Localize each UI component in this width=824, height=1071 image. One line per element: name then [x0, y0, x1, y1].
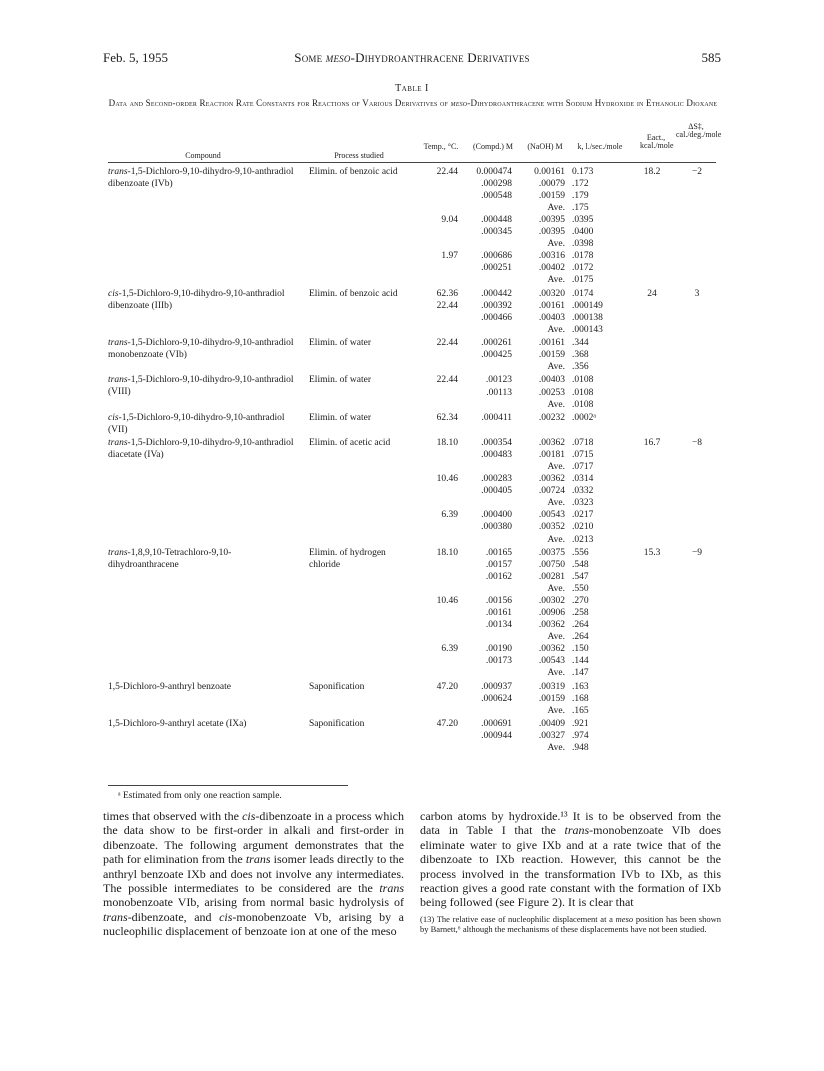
temperature-cell: 6.39 — [441, 644, 458, 655]
rate-constant-cell: .0002ᵃ — [572, 412, 596, 423]
compound-concentration-cell: .00113 — [486, 387, 512, 398]
temperature-cell: 62.34 — [436, 412, 458, 423]
rate-constant-cell: .0217 — [572, 510, 594, 521]
table-caption: Data and Second-order Reaction Rate Constants for Reactions of Various Derivatives of meso-Dihydroanthracene with Sodium Hydroxide in Ethanolic Dioxane — [108, 98, 718, 108]
compound-concentration-cell: .000466 — [481, 312, 512, 323]
compound-concentration-cell: .000442 — [481, 288, 512, 299]
rate-constant-cell: .0108 — [572, 375, 594, 386]
compound-concentration-cell: .00123 — [485, 375, 512, 386]
rate-constant-cell: .264 — [572, 620, 589, 631]
naoh-concentration-cell: Ave. — [547, 362, 565, 373]
process-studied: Elimin. of hydrogen chloride — [309, 547, 386, 570]
temperature-cell: 62.36 — [436, 288, 458, 299]
compound-name: trans-1,5-Dichloro-9,10-dihydro-9,10-anthradiol (VIII) — [108, 375, 294, 398]
naoh-concentration-cell: Ave. — [547, 705, 565, 716]
temperature-cell: 6.39 — [441, 510, 458, 521]
rate-constant-cell: .0210 — [572, 522, 594, 533]
rate-constant-cell: .0172 — [572, 263, 594, 274]
rate-constant-cell: 0.173 — [572, 167, 594, 177]
naoh-concentration-cell: .00395 — [538, 227, 565, 238]
temperature-cell: 47.20 — [436, 681, 458, 692]
col-head-process: Process studied — [334, 151, 384, 160]
running-header — [103, 50, 721, 68]
rate-constant-cell: .356 — [572, 362, 589, 373]
compound-concentration-cell: .000380 — [481, 522, 512, 533]
naoh-concentration-cell: .00320 — [538, 288, 565, 299]
rate-constant-cell: .0718 — [572, 438, 594, 449]
process-studied: Saponification — [309, 718, 365, 729]
naoh-concentration-cell: 0.00161 — [534, 167, 565, 177]
entropy-of-activation: −8 — [691, 438, 703, 449]
compound-name: trans-1,5-Dichloro-9,10-dihydro-9,10-anthradiol monobenzoate (VIb) — [108, 338, 294, 361]
rate-constant-cell: .948 — [572, 742, 589, 753]
compound-concentration-cell: .000944 — [481, 730, 512, 741]
rate-constant-cell: .0395 — [572, 215, 594, 226]
entropy-of-activation: 3 — [694, 288, 700, 299]
naoh-concentration-cell: Ave. — [547, 498, 565, 509]
compound-concentration-cell: .000425 — [481, 350, 512, 361]
rate-constant-cell: .179 — [572, 191, 589, 202]
naoh-concentration-cell: .00079 — [538, 179, 565, 190]
rate-constant-cell: .974 — [572, 730, 589, 741]
rate-constant-cell: .0323 — [572, 498, 594, 509]
naoh-concentration-cell: Ave. — [547, 632, 565, 643]
rate-constant-cell: .368 — [572, 350, 589, 361]
process-studied: Elimin. of water — [309, 375, 371, 386]
rate-constant-cell: .000138 — [572, 312, 603, 323]
header-date: Feb. 5, 1955 — [103, 50, 168, 65]
compound-name: cis-1,5-Dichloro-9,10-dihydro-9,10-anthradiol dibenzoate (IIIb) — [108, 288, 285, 311]
body-paragraph-right: carbon atoms by hydroxide.¹³ It is to be observed from the data in Table I that the trans-monobenzoate VIb does eliminate water to give IXb and at a rate twice that of the dibenzoate to IXb reaction. However, this cannot be the process involved in the transformation IVb to IXb, as this reaction gives a good rate constant with the formation of IXb being followed (see Figure 2). It is clear that — [420, 809, 721, 910]
naoh-concentration-cell: .00161 — [538, 300, 565, 311]
col-head-compound: Compound — [185, 151, 221, 160]
temperature-cell: 18.10 — [436, 438, 458, 449]
process-studied: Elimin. of water — [309, 338, 371, 349]
col-head-ds: ΔS‡, cal./deg./mole — [676, 122, 722, 139]
naoh-concentration-cell: .00319 — [538, 681, 565, 692]
naoh-concentration-cell: .00327 — [538, 730, 565, 741]
naoh-concentration-cell: .00375 — [538, 547, 565, 558]
rate-constant-cell: .0175 — [572, 275, 594, 286]
naoh-concentration-cell: .00362 — [538, 474, 565, 485]
body-paragraph-left: times that observed with the cis-dibenzoate in a process which the data show to be first-order in alkali and first-order in dibenzoate. The following argument demonstrates that the path for elimination from the trans isomer leads directly to the anthryl benzoate IXb and does not involve any intermediates. The possible intermediates to be considered are the trans monobenzoate VIb, arising from normal basic hydrolysis of trans-dibenzoate, and cis-monobenzoate Vb, arising by a nucleophilic displacement of benzoate ion at one of the meso — [103, 809, 405, 939]
table-label: Table I — [395, 83, 429, 94]
rate-constant-cell: .547 — [572, 571, 589, 582]
compound-concentration-cell: .000345 — [481, 227, 512, 238]
body-column-right — [420, 809, 721, 935]
rate-constant-cell: .0213 — [572, 534, 594, 545]
compound-concentration-cell: .00157 — [485, 559, 512, 570]
rate-constant-cell: .270 — [572, 595, 589, 606]
col-head-compd: (Compd.) M — [473, 142, 513, 151]
naoh-concentration-cell: .00362 — [538, 620, 565, 631]
naoh-concentration-cell: .00159 — [538, 693, 565, 704]
naoh-concentration-cell: .00232 — [538, 412, 565, 423]
body-column-left — [103, 809, 404, 939]
compound-concentration-cell: .000261 — [481, 338, 512, 349]
rate-constant-cell: .0174 — [572, 288, 594, 299]
reference-note-13: (13) The relative ease of nucleophilic displacement at a meso position has been shown by Barnett,⁶ although the mechanisms of these displacements have not been studied. — [420, 913, 722, 935]
naoh-concentration-cell: .00159 — [538, 191, 565, 202]
naoh-concentration-cell: .00159 — [538, 350, 565, 361]
compound-name: trans-1,5-Dichloro-9,10-dihydro-9,10-anthradiol dibenzoate (IVb) — [108, 167, 294, 189]
temperature-cell: 22.44 — [436, 375, 458, 386]
rate-constant-cell: .0332 — [572, 486, 594, 497]
temperature-cell: 47.20 — [436, 718, 458, 729]
activation-energy: 24 — [647, 288, 657, 299]
rate-constant-cell: .344 — [572, 338, 589, 349]
naoh-concentration-cell: .00403 — [538, 375, 565, 386]
compound-concentration-cell: .000624 — [481, 693, 512, 704]
naoh-concentration-cell: .00362 — [538, 644, 565, 655]
rate-constant-cell: .556 — [572, 547, 589, 558]
rate-constant-cell: .0314 — [572, 474, 594, 485]
activation-energy: 15.3 — [643, 547, 661, 558]
process-studied: Elimin. of water — [309, 412, 371, 423]
process-studied: Elimin. of benzoic acid — [309, 288, 398, 299]
rate-constant-cell: .165 — [572, 705, 589, 716]
col-head-temp: Temp., °C. — [423, 142, 459, 151]
compound-concentration-cell: .00162 — [485, 571, 512, 582]
temperature-cell: 1.97 — [441, 251, 458, 262]
compound-concentration-cell: .000686 — [481, 251, 512, 262]
temperature-cell: 18.10 — [436, 547, 458, 558]
compound-concentration-cell: .000298 — [481, 179, 512, 190]
rate-constant-cell: .0108 — [572, 399, 594, 410]
rate-constant-cell: .172 — [572, 179, 589, 190]
naoh-concentration-cell: .00402 — [538, 263, 565, 274]
compound-name: 1,5-Dichloro-9-anthryl acetate (IXa) — [108, 718, 247, 729]
compound-concentration-cell: .00161 — [485, 608, 512, 618]
compound-concentration-cell: .00134 — [485, 620, 512, 631]
compound-concentration-cell: .000937 — [481, 681, 512, 692]
rate-constant-cell: .168 — [572, 693, 589, 704]
naoh-concentration-cell: .00302 — [538, 595, 565, 606]
compound-concentration-cell: .000411 — [481, 412, 512, 423]
process-studied: Elimin. of benzoic acid — [309, 167, 398, 177]
process-studied: Elimin. of acetic acid — [309, 438, 391, 449]
compound-concentration-cell: .000400 — [481, 510, 512, 521]
naoh-concentration-cell: .00543 — [538, 510, 565, 521]
col-head-eact: Eact., kcal./mole — [640, 133, 674, 150]
compound-concentration-cell: .000483 — [481, 450, 512, 461]
compound-concentration-cell: .000354 — [481, 438, 512, 449]
temperature-cell: 10.46 — [436, 595, 458, 606]
compound-name: 1,5-Dichloro-9-anthryl benzoate — [108, 681, 231, 692]
temperature-cell: 22.44 — [436, 300, 458, 311]
naoh-concentration-cell: .00352 — [538, 522, 565, 533]
compound-name: trans-1,5-Dichloro-9,10-dihydro-9,10-anthradiol diacetate (IVa) — [108, 438, 294, 461]
temperature-cell: 9.04 — [441, 215, 458, 226]
naoh-concentration-cell: Ave. — [547, 462, 565, 473]
compound-concentration-cell: 0.000474 — [476, 167, 512, 177]
rate-constant-cell: .163 — [572, 681, 589, 692]
compound-concentration-cell: .000691 — [481, 718, 512, 729]
page-number: 585 — [701, 50, 721, 65]
rate-constant-cell: .548 — [572, 559, 589, 570]
naoh-concentration-cell: .00750 — [538, 559, 565, 570]
naoh-concentration-cell: .00181 — [538, 450, 565, 461]
naoh-concentration-cell: Ave. — [547, 534, 565, 545]
activation-energy: 16.7 — [643, 438, 661, 449]
compound-concentration-cell: .000548 — [481, 191, 512, 202]
compound-name: cis-1,5-Dichloro-9,10-dihydro-9,10-anthradiol (VII) — [108, 412, 285, 435]
naoh-concentration-cell: Ave. — [547, 275, 565, 286]
compound-concentration-cell: .00190 — [485, 644, 512, 655]
col-head-naoh: (NaOH) M — [527, 142, 563, 151]
naoh-concentration-cell: .00906 — [538, 608, 565, 618]
naoh-concentration-cell: .00253 — [538, 387, 565, 398]
compound-concentration-cell: .000283 — [481, 474, 512, 485]
compound-concentration-cell: .00165 — [485, 547, 512, 558]
naoh-concentration-cell: .00281 — [538, 571, 565, 582]
temperature-cell: 22.44 — [436, 338, 458, 349]
col-head-k: k, l./sec./mole — [577, 142, 623, 151]
naoh-concentration-cell: .00161 — [538, 338, 565, 349]
naoh-concentration-cell: Ave. — [547, 239, 565, 250]
compound-concentration-cell: .00173 — [485, 656, 512, 667]
table-head-rule — [108, 162, 716, 163]
rate-constant-cell: .150 — [572, 644, 589, 655]
compound-name: trans-1,8,9,10-Tetrachloro-9,10-dihydroanthracene — [108, 547, 232, 570]
rate-constant-cell: .264 — [572, 632, 589, 643]
naoh-concentration-cell: .00316 — [538, 251, 565, 262]
naoh-concentration-cell: .00543 — [538, 656, 565, 667]
naoh-concentration-cell: .00362 — [538, 438, 565, 449]
rate-constant-cell: .0178 — [572, 251, 594, 262]
process-studied: Saponification — [309, 681, 365, 692]
naoh-concentration-cell: Ave. — [547, 742, 565, 753]
temperature-cell: 22.44 — [436, 167, 458, 177]
naoh-concentration-cell: Ave. — [547, 324, 565, 335]
naoh-concentration-cell: Ave. — [547, 203, 565, 214]
header-title: Some meso-Dihydroanthracene Derivatives — [294, 50, 530, 65]
compound-concentration-cell: .000448 — [481, 215, 512, 226]
rate-constant-cell: .0715 — [572, 450, 594, 461]
rate-constant-cell: .0398 — [572, 239, 594, 250]
activation-energy: 18.2 — [643, 167, 661, 177]
rate-constant-cell: .000143 — [572, 324, 603, 335]
rate-constant-cell: .0400 — [572, 227, 594, 238]
rate-constant-cell: .0717 — [572, 462, 594, 473]
naoh-concentration-cell: .00403 — [538, 312, 565, 323]
rate-constant-cell: .175 — [572, 203, 589, 214]
naoh-concentration-cell: Ave. — [547, 399, 565, 410]
naoh-concentration-cell: .00409 — [538, 718, 565, 729]
rate-constant-cell: .0108 — [572, 387, 594, 398]
rate-constant-cell: .147 — [572, 668, 589, 679]
rate-constant-cell: .258 — [572, 608, 589, 618]
compound-concentration-cell: .000392 — [481, 300, 512, 311]
compound-concentration-cell: .000251 — [481, 263, 512, 274]
compound-concentration-cell: .00156 — [485, 595, 512, 606]
naoh-concentration-cell: Ave. — [547, 668, 565, 679]
temperature-cell: 10.46 — [436, 474, 458, 485]
footnote-rule — [108, 785, 348, 786]
entropy-of-activation: −2 — [691, 167, 703, 177]
compound-concentration-cell: .000405 — [481, 486, 512, 497]
naoh-concentration-cell: .00395 — [538, 215, 565, 226]
rate-constant-cell: .921 — [572, 718, 589, 729]
naoh-concentration-cell: .00724 — [538, 486, 565, 497]
rate-constant-cell: .144 — [572, 656, 589, 667]
rate-constant-cell: .550 — [572, 583, 589, 594]
naoh-concentration-cell: Ave. — [547, 583, 565, 594]
rate-constant-cell: .000149 — [572, 300, 603, 311]
table-footnote: ᵃ Estimated from only one reaction sample. — [118, 791, 282, 801]
entropy-of-activation: −9 — [691, 547, 703, 558]
